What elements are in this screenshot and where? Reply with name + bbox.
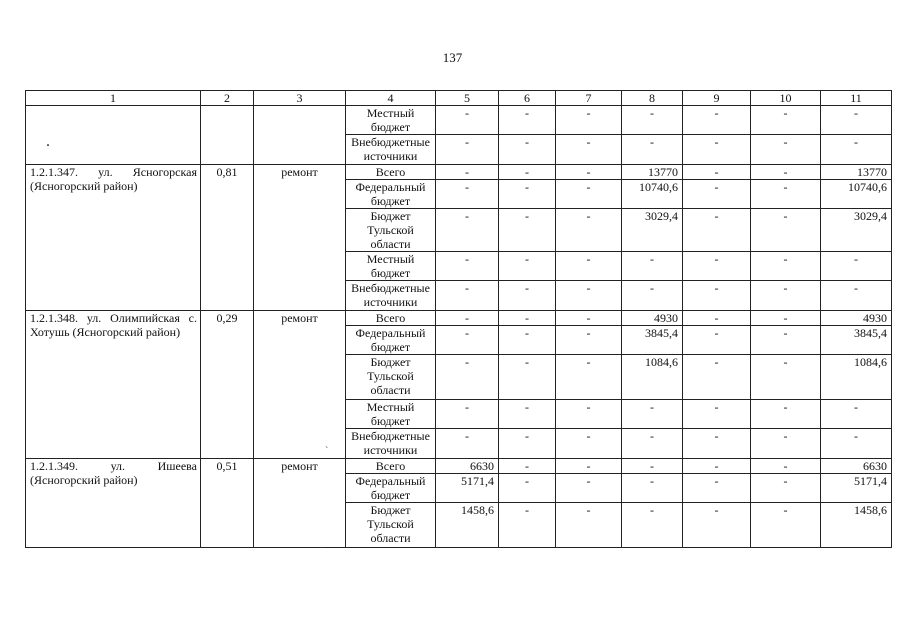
value-cell: - — [622, 474, 683, 503]
value-cell: - — [683, 180, 751, 209]
value-cell: - — [821, 400, 892, 429]
value-cell: - — [751, 429, 821, 459]
value-cell: - — [751, 311, 821, 326]
value-cell: - — [821, 252, 892, 281]
object-length: 0,51 — [201, 459, 254, 548]
page-number: 137 — [442, 50, 463, 65]
column-number: 1 — [26, 91, 201, 106]
column-number: 6 — [499, 91, 556, 106]
object-name: 1.2.1.347. ул. Ясногорская (Ясногорский район) — [26, 165, 201, 311]
value-cell: - — [751, 326, 821, 355]
table-row — [26, 459, 892, 474]
value-cell: - — [683, 503, 751, 548]
funding-source: Бюджет Тульской области — [346, 503, 436, 548]
value-cell: - — [751, 135, 821, 165]
column-number: 8 — [622, 91, 683, 106]
value-cell: - — [751, 165, 821, 180]
value-cell: - — [499, 209, 556, 252]
value-cell: - — [751, 503, 821, 548]
value-cell: - — [751, 474, 821, 503]
column-number: 5 — [436, 91, 499, 106]
empty-work-cell — [254, 106, 346, 165]
funding-source: Бюджет Тульской области — [346, 209, 436, 252]
value-cell: - — [499, 281, 556, 311]
value-cell: - — [556, 281, 622, 311]
value-cell: - — [436, 209, 499, 252]
value-cell: - — [556, 355, 622, 400]
value-cell: - — [751, 252, 821, 281]
value-cell: - — [499, 400, 556, 429]
value-cell: - — [683, 326, 751, 355]
value-cell: - — [556, 180, 622, 209]
value-cell: - — [556, 474, 622, 503]
funding-source: Всего — [346, 165, 436, 180]
value-cell: 10740,6 — [622, 180, 683, 209]
value-cell: - — [499, 135, 556, 165]
value-cell: - — [751, 459, 821, 474]
value-cell: - — [622, 459, 683, 474]
value-cell: - — [751, 106, 821, 135]
value-cell: 6630 — [821, 459, 892, 474]
scan-dash-mark: - — [320, 542, 324, 553]
value-cell: - — [622, 429, 683, 459]
value-cell: - — [622, 135, 683, 165]
column-number: 3 — [254, 91, 346, 106]
value-cell: - — [751, 209, 821, 252]
value-cell: 3029,4 — [622, 209, 683, 252]
value-cell: - — [499, 252, 556, 281]
value-cell: - — [556, 400, 622, 429]
value-cell: - — [436, 281, 499, 311]
value-cell: 5171,4 — [436, 474, 499, 503]
value-cell: - — [436, 326, 499, 355]
value-cell: 5171,4 — [821, 474, 892, 503]
value-cell: - — [436, 135, 499, 165]
value-cell: - — [751, 400, 821, 429]
work-type: ремонт — [254, 459, 346, 548]
value-cell: - — [436, 400, 499, 429]
value-cell: - — [436, 165, 499, 180]
value-cell: - — [683, 459, 751, 474]
empty-length-cell — [201, 106, 254, 165]
value-cell: 3845,4 — [821, 326, 892, 355]
work-type: ремонт — [254, 165, 346, 311]
value-cell: - — [683, 252, 751, 281]
value-cell: - — [683, 429, 751, 459]
value-cell: - — [556, 106, 622, 135]
column-number: 2 — [201, 91, 254, 106]
value-cell: - — [622, 106, 683, 135]
value-cell: 3845,4 — [622, 326, 683, 355]
value-cell: - — [499, 311, 556, 326]
funding-source: Всего — [346, 311, 436, 326]
value-cell: 6630 — [436, 459, 499, 474]
value-cell: 10740,6 — [821, 180, 892, 209]
value-cell: - — [683, 355, 751, 400]
funding-source: Внебюджетные источники — [346, 135, 436, 165]
empty-name-cell — [26, 106, 201, 165]
value-cell: - — [683, 106, 751, 135]
funding-source: Местный бюджет — [346, 400, 436, 429]
value-cell: - — [683, 209, 751, 252]
funding-source: Федеральный бюджет — [346, 180, 436, 209]
value-cell: - — [556, 503, 622, 548]
value-cell: - — [622, 281, 683, 311]
value-cell: - — [751, 355, 821, 400]
value-cell: - — [683, 165, 751, 180]
scan-dash-mark: ` — [325, 446, 329, 457]
funding-source: Федеральный бюджет — [346, 326, 436, 355]
table-row — [26, 311, 892, 326]
value-cell: - — [499, 355, 556, 400]
value-cell: - — [556, 326, 622, 355]
value-cell: - — [683, 474, 751, 503]
value-cell: 13770 — [622, 165, 683, 180]
value-cell: - — [556, 429, 622, 459]
value-cell: - — [683, 400, 751, 429]
value-cell: - — [622, 252, 683, 281]
column-number: 4 — [346, 91, 436, 106]
funding-table — [25, 90, 892, 548]
column-number: 10 — [751, 91, 821, 106]
value-cell: - — [436, 311, 499, 326]
funding-source: Внебюджетные источники — [346, 281, 436, 311]
column-number: 7 — [556, 91, 622, 106]
column-number: 9 — [683, 91, 751, 106]
value-cell: - — [556, 165, 622, 180]
value-cell: - — [556, 311, 622, 326]
value-cell: - — [556, 209, 622, 252]
value-cell: - — [821, 106, 892, 135]
funding-source: Внебюджетные источники — [346, 429, 436, 459]
value-cell: - — [622, 400, 683, 429]
value-cell: - — [499, 165, 556, 180]
value-cell: - — [751, 281, 821, 311]
value-cell: - — [821, 429, 892, 459]
value-cell: - — [499, 180, 556, 209]
value-cell: - — [436, 429, 499, 459]
funding-source: Местный бюджет — [346, 106, 436, 135]
column-number: 11 — [821, 91, 892, 106]
value-cell: - — [499, 326, 556, 355]
value-cell: - — [436, 252, 499, 281]
value-cell: - — [499, 503, 556, 548]
value-cell: - — [436, 355, 499, 400]
value-cell: - — [821, 281, 892, 311]
value-cell: - — [821, 135, 892, 165]
value-cell: - — [499, 474, 556, 503]
object-length: 0,81 — [201, 165, 254, 311]
value-cell: - — [499, 459, 556, 474]
funding-source: Всего — [346, 459, 436, 474]
value-cell: - — [556, 252, 622, 281]
value-cell: 4930 — [622, 311, 683, 326]
value-cell: - — [683, 311, 751, 326]
scan-dot-mark: · — [46, 138, 51, 152]
funding-source: Федеральный бюджет — [346, 474, 436, 503]
value-cell: - — [622, 503, 683, 548]
value-cell: 13770 — [821, 165, 892, 180]
object-name: 1.2.1.349. ул. Ишеева (Ясногорский район) — [26, 459, 201, 548]
column-number-row — [26, 91, 892, 106]
value-cell: 4930 — [821, 311, 892, 326]
value-cell: 1458,6 — [436, 503, 499, 548]
value-cell: - — [556, 135, 622, 165]
value-cell: - — [683, 281, 751, 311]
funding-source: Местный бюджет — [346, 252, 436, 281]
value-cell: 1084,6 — [821, 355, 892, 400]
object-name: 1.2.1.348. ул. Олимпийская с. Хотушь (Ясногорский район) — [26, 311, 201, 459]
funding-source: Бюджет Тульской области — [346, 355, 436, 400]
value-cell: 3029,4 — [821, 209, 892, 252]
object-length: 0,29 — [201, 311, 254, 459]
value-cell: - — [436, 180, 499, 209]
table-row — [26, 106, 892, 135]
work-type: ремонт — [254, 311, 346, 459]
value-cell: - — [751, 180, 821, 209]
value-cell: - — [436, 106, 499, 135]
value-cell: 1458,6 — [821, 503, 892, 548]
table-row — [26, 165, 892, 180]
value-cell: - — [499, 106, 556, 135]
value-cell: - — [499, 429, 556, 459]
value-cell: 1084,6 — [622, 355, 683, 400]
value-cell: - — [683, 135, 751, 165]
value-cell: - — [556, 459, 622, 474]
